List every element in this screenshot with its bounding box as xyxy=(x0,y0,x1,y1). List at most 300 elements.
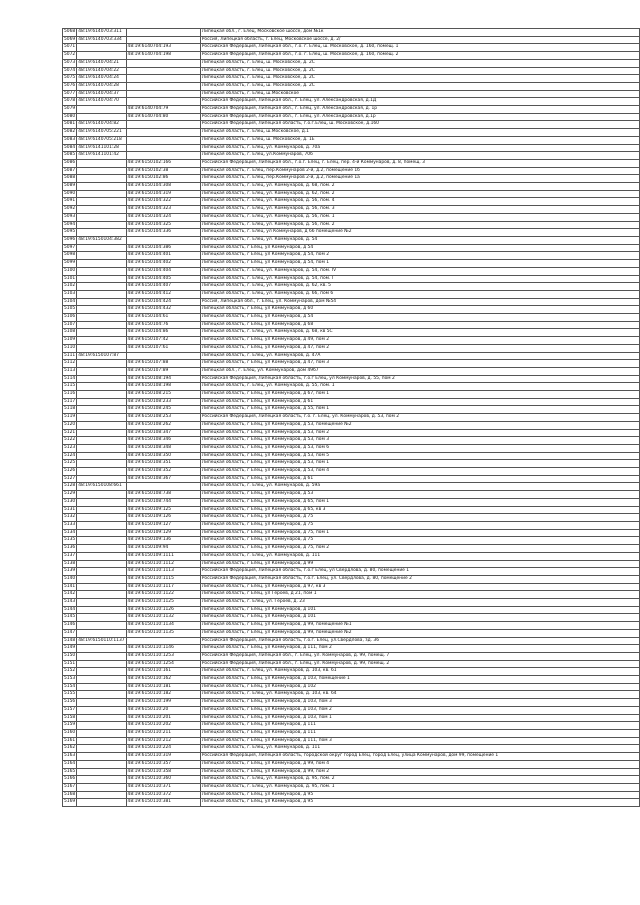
address-cell: Липецкая область, г Елец, ул Коммунаров, д 54 xyxy=(200,314,639,322)
row-number-cell: 5166 xyxy=(63,776,77,784)
address-cell: Липецкая область, г Елец, ул Коммунаров, д 65, пом 1 xyxy=(200,498,639,506)
address-cell: Липецкая область, г. Елец, ул. Коммунаров, д. 59а xyxy=(200,483,639,491)
address-cell: Липецкая область, г. Елец, пер.Коммунаров 2-й, д.2, помещение 1а xyxy=(200,175,639,183)
premises-cadastral-number-cell: 48:19:6150108:367 xyxy=(126,475,200,483)
land-cadastral-number-cell xyxy=(77,791,126,799)
premises-cadastral-number-cell: 48:19:6150104:336 xyxy=(126,229,200,237)
land-cadastral-number-cell xyxy=(77,475,126,483)
address-cell: Российская Федерация, Липецкая область, г.о.г. Елец, ул. Свердлова, д. 80, помещение 2 xyxy=(200,575,639,583)
table-row xyxy=(63,406,640,414)
land-cadastral-number-cell xyxy=(77,321,126,329)
table-row xyxy=(63,275,640,283)
address-cell: Липецкая область, г Елец, ул Коммунаров, д 53, пом 4 xyxy=(200,468,639,476)
address-cell: Липецкая область, г Елец, ул Коммунаров, д 101 xyxy=(200,606,639,614)
table-row xyxy=(63,167,640,175)
address-cell: Липецкая область, г Елец, ул Коммунаров, д 75 xyxy=(200,514,639,522)
row-number-cell: 5089 xyxy=(63,183,77,191)
land-cadastral-number-cell xyxy=(77,283,126,291)
land-cadastral-number-cell: 48:19:6141101:42 xyxy=(77,152,126,160)
address-cell: Липецкая область, г Елец, ул Коммунаров, д 49, пом 2 xyxy=(200,337,639,345)
premises-cadastral-number-cell: 48:19:6150110:20 xyxy=(126,706,200,714)
premises-cadastral-number-cell: 48:19:6150110:1132 xyxy=(126,614,200,622)
table-row xyxy=(63,298,640,306)
table-row xyxy=(63,791,640,799)
table-row xyxy=(63,629,640,637)
land-cadastral-number-cell xyxy=(77,691,126,699)
table-row xyxy=(63,706,640,714)
row-number-cell: 5157 xyxy=(63,706,77,714)
premises-cadastral-number-cell: 48:19:6150108:346 xyxy=(126,437,200,445)
premises-cadastral-number-cell xyxy=(126,136,200,144)
address-cell: Липецкая область, г. Елец, ш. Московское, д. 2С xyxy=(200,82,639,90)
table-row xyxy=(63,391,640,399)
land-cadastral-number-cell xyxy=(77,506,126,514)
premises-cadastral-number-cell: 48:19:6140704:193 xyxy=(126,44,200,52)
land-cadastral-number-cell xyxy=(77,645,126,653)
row-number-cell: 5076 xyxy=(63,82,77,90)
land-cadastral-number-cell: 48:19:6140704:21 xyxy=(77,59,126,67)
premises-cadastral-number-cell: 48:19:6150110:162 xyxy=(126,676,200,684)
table-row xyxy=(63,136,640,144)
table-row xyxy=(63,90,640,98)
premises-cadastral-number-cell xyxy=(126,129,200,137)
land-cadastral-number-cell xyxy=(77,629,126,637)
address-cell: Липецкая область, г Елец, ул Коммунаров, д 67, пом 1 xyxy=(200,391,639,399)
table-row xyxy=(63,514,640,522)
row-number-cell: 5078 xyxy=(63,98,77,106)
premises-cadastral-number-cell: 48:19:6150107:61 xyxy=(126,344,200,352)
table-row xyxy=(63,799,640,807)
address-cell: Липецкая область, г. Елец, ул. Коммунаров, д. 62, пом. 2 xyxy=(200,190,639,198)
table-row xyxy=(63,82,640,90)
row-number-cell: 5124 xyxy=(63,452,77,460)
land-cadastral-number-cell xyxy=(77,44,126,52)
premises-cadastral-number-cell: 48:19:6150108:215 xyxy=(126,391,200,399)
table-row xyxy=(63,491,640,499)
premises-cadastral-number-cell: 48:19:6150104:412 xyxy=(126,290,200,298)
land-cadastral-number-cell xyxy=(77,106,126,114)
address-cell: Липецкая область, г Елец, ул Коммунаров, д 75, пом 1 xyxy=(200,529,639,537)
address-cell: Российская Федерация, Липецкая обл., г.о. г. Елец, ш. Московское, д. 160, помещ. 1 xyxy=(200,44,639,52)
row-number-cell: 5165 xyxy=(63,768,77,776)
table-row xyxy=(63,483,640,491)
table-row xyxy=(63,221,640,229)
table-row xyxy=(63,575,640,583)
premises-cadastral-number-cell xyxy=(126,98,200,106)
row-number-cell: 5121 xyxy=(63,429,77,437)
row-number-cell: 5095 xyxy=(63,229,77,237)
row-number-cell: 5100 xyxy=(63,267,77,275)
row-number-cell: 5111 xyxy=(63,352,77,360)
table-row xyxy=(63,244,640,252)
premises-cadastral-number-cell: 48:19:6150104:402 xyxy=(126,260,200,268)
premises-cadastral-number-cell xyxy=(126,637,200,645)
land-cadastral-number-cell xyxy=(77,583,126,591)
premises-cadastral-number-cell: 48:19:6150110:182 xyxy=(126,691,200,699)
land-cadastral-number-cell: 48:19:6140703:334 xyxy=(77,36,126,44)
land-cadastral-number-cell xyxy=(77,414,126,422)
table-row xyxy=(63,236,640,244)
table-row xyxy=(63,452,640,460)
table-row xyxy=(63,67,640,75)
table-row xyxy=(63,506,640,514)
table-row xyxy=(63,36,640,44)
land-cadastral-number-cell: 48:19:6150104:382 xyxy=(77,236,126,244)
row-number-cell: 5128 xyxy=(63,483,77,491)
address-cell: Липецкая область, г Елец, ул Коммунаров, д 53, пом 1 xyxy=(200,460,639,468)
premises-cadastral-number-cell: 48:19:6150104:325 xyxy=(126,221,200,229)
address-cell: Липецкая область, г. Елец, ул. Коммунаров, д. 103, кв. 61 xyxy=(200,668,639,676)
address-cell: Российская Федерация, Липецкая область, г.о.г.Елец, ш. Московское, д.160 xyxy=(200,121,639,129)
address-cell: Липецкая область, г Елец, ул Коммунаров, д 65, кв 3 xyxy=(200,506,639,514)
premises-cadastral-number-cell: 48:19:6150110:1122 xyxy=(126,591,200,599)
land-cadastral-number-cell xyxy=(77,391,126,399)
address-cell: Липецкая область, г Елец, ул Коммунаров, д 99, помещение №2 xyxy=(200,629,639,637)
address-cell: Липецкая область, г Елец, ул Коммунаров, д 75 xyxy=(200,537,639,545)
premises-cadastral-number-cell: 48:19:6150110:224 xyxy=(126,745,200,753)
row-number-cell: 5096 xyxy=(63,236,77,244)
land-cadastral-number-cell xyxy=(77,229,126,237)
row-number-cell: 5159 xyxy=(63,722,77,730)
address-cell: Липецкая область, г Елец, ул Коммунаров, д 99, помещение №1 xyxy=(200,622,639,630)
address-cell: Российская Федерация, Липецкая обл., г. Елец, ул. Александровская, д.1Д xyxy=(200,98,639,106)
table-row xyxy=(63,375,640,383)
table-row xyxy=(63,660,640,668)
premises-cadastral-number-cell: 48:19:6150109:127 xyxy=(126,522,200,530)
land-cadastral-number-cell: 48:19:6140705:221 xyxy=(77,129,126,137)
property-register-table xyxy=(62,28,640,807)
address-cell: Липецкая область, г Елец, ул Коммунаров, д 53, помещение №2 xyxy=(200,421,639,429)
address-cell: Российская Федерация, Липецкая обл., г.о.г. Елец, г. Елец, пер. 4-й Коммунаров, д. 8, помещ. 3 xyxy=(200,159,639,167)
land-cadastral-number-cell xyxy=(77,213,126,221)
table-row xyxy=(63,599,640,607)
premises-cadastral-number-cell: 48:19:6150104:308 xyxy=(126,183,200,191)
land-cadastral-number-cell xyxy=(77,314,126,322)
land-cadastral-number-cell: 48:19:6140704:28 xyxy=(77,82,126,90)
row-number-cell: 5074 xyxy=(63,67,77,75)
premises-cadastral-number-cell: 48:19:6150108:744 xyxy=(126,498,200,506)
premises-cadastral-number-cell: 48:19:6150108:194 xyxy=(126,375,200,383)
table-row xyxy=(63,75,640,83)
row-number-cell: 5144 xyxy=(63,606,77,614)
row-number-cell: 5161 xyxy=(63,737,77,745)
premises-cadastral-number-cell xyxy=(126,144,200,152)
row-number-cell: 5143 xyxy=(63,599,77,607)
land-cadastral-number-cell xyxy=(77,560,126,568)
row-number-cell: 5072 xyxy=(63,52,77,60)
land-cadastral-number-cell xyxy=(77,660,126,668)
premises-cadastral-number-cell: 48:19:6150110:372 xyxy=(126,791,200,799)
premises-cadastral-number-cell: 48:19:6150107:89 xyxy=(126,367,200,375)
premises-cadastral-number-cell: 48:19:6150108:245 xyxy=(126,406,200,414)
address-cell: Липецкая область, г Елец, ул Коммунаров, д 53, пом 6 xyxy=(200,444,639,452)
row-number-cell: 5140 xyxy=(63,575,77,583)
premises-cadastral-number-cell: 48:19:6150104:401 xyxy=(126,252,200,260)
table-row xyxy=(63,198,640,206)
land-cadastral-number-cell xyxy=(77,722,126,730)
address-cell: Липецкая область, г. Елец, ш.Московское, д.1 xyxy=(200,129,639,137)
table-row xyxy=(63,652,640,660)
row-number-cell: 5073 xyxy=(63,59,77,67)
table-row xyxy=(63,545,640,553)
premises-cadastral-number-cell xyxy=(126,75,200,83)
row-number-cell: 5167 xyxy=(63,783,77,791)
address-cell: Российская Федерация, Липецкая область, г.о.г Елец, ул Коммунаров, д. 55, пом 2 xyxy=(200,375,639,383)
row-number-cell: 5069 xyxy=(63,36,77,44)
row-number-cell: 5136 xyxy=(63,545,77,553)
premises-cadastral-number-cell: 48:19:6150107:42 xyxy=(126,337,200,345)
premises-cadastral-number-cell: 48:19:6150104:386 xyxy=(126,244,200,252)
land-cadastral-number-cell xyxy=(77,113,126,121)
table-row xyxy=(63,314,640,322)
premises-cadastral-number-cell: 48:19:6150110:1253 xyxy=(126,652,200,660)
address-cell: Россия, Липецкая обл., г. Елец, ул. Коммунаров, дом №54 xyxy=(200,298,639,306)
land-cadastral-number-cell: 48:19:6140703:311 xyxy=(77,29,126,37)
land-cadastral-number-cell xyxy=(77,444,126,452)
address-cell: Липецкая область, г Елец, ул Коммунаров, д 103, пом 1 xyxy=(200,714,639,722)
table-row xyxy=(63,29,640,37)
address-cell: Российская Федерация, Липецкая область, городской округ город Елец, город Елец, улица Коммунаров, дом 99, помещение 1 xyxy=(200,753,639,761)
row-number-cell: 5129 xyxy=(63,491,77,499)
row-number-cell: 5117 xyxy=(63,398,77,406)
premises-cadastral-number-cell: 48:19:6150108:262 xyxy=(126,421,200,429)
premises-cadastral-number-cell: 48:19:6150110:357 xyxy=(126,760,200,768)
address-cell: Липецкая область, г Елец, ул Коммунаров, д 111, пом 2 xyxy=(200,645,639,653)
table-row xyxy=(63,229,640,237)
address-cell: Липецкая область, г. Елец, ул Коммунаров, д 66 помещение №2 xyxy=(200,229,639,237)
land-cadastral-number-cell xyxy=(77,622,126,630)
premises-cadastral-number-cell: 48:19:6150104:76 xyxy=(126,321,200,329)
row-number-cell: 5132 xyxy=(63,514,77,522)
land-cadastral-number-cell: 48:19:6150108:661 xyxy=(77,483,126,491)
address-cell: Российская Федерация, Липецкая обл., г. Елец, ул. Коммунаров, д. 99, помещ. 2 xyxy=(200,660,639,668)
row-number-cell: 5150 xyxy=(63,652,77,660)
premises-cadastral-number-cell xyxy=(126,29,200,37)
table-row xyxy=(63,760,640,768)
address-cell: Российская Федерация, Липецкая обл., г. Елец, ул. Коммунаров, д. 99, помещ. 7 xyxy=(200,652,639,660)
table-row xyxy=(63,414,640,422)
premises-cadastral-number-cell xyxy=(126,82,200,90)
address-cell: Липецкая обл., г. Елец, Московское шоссе, дом №1к xyxy=(200,29,639,37)
row-number-cell: 5079 xyxy=(63,106,77,114)
table-row xyxy=(63,614,640,622)
land-cadastral-number-cell xyxy=(77,406,126,414)
table-row xyxy=(63,152,640,160)
row-number-cell: 5148 xyxy=(63,637,77,645)
premises-cadastral-number-cell: 48:19:6140704:79 xyxy=(126,106,200,114)
address-cell: Липецкая область, г Елец, ул Коммунаров, д 99 xyxy=(200,560,639,568)
land-cadastral-number-cell xyxy=(77,468,126,476)
table-row xyxy=(63,560,640,568)
address-cell: Липецкая область, г. Елец, ул. Коммунаров, д. 55, пом. 1 xyxy=(200,383,639,391)
land-cadastral-number-cell xyxy=(77,768,126,776)
premises-cadastral-number-cell: 48:19:6150104:407 xyxy=(126,283,200,291)
table-row xyxy=(63,606,640,614)
address-cell: Липецкая область, г Елец, ул Коммунаров, д 54, пом 2 xyxy=(200,252,639,260)
row-number-cell: 5109 xyxy=(63,337,77,345)
row-number-cell: 5113 xyxy=(63,367,77,375)
table-row xyxy=(63,129,640,137)
address-cell: Липецкая область, г. Елец, ул. Коммунаров, д. 54 xyxy=(200,236,639,244)
land-cadastral-number-cell xyxy=(77,159,126,167)
table-row xyxy=(63,475,640,483)
table-row xyxy=(63,768,640,776)
row-number-cell: 5169 xyxy=(63,799,77,807)
land-cadastral-number-cell: 48:19:6140704:24 xyxy=(77,75,126,83)
row-number-cell: 5071 xyxy=(63,44,77,52)
premises-cadastral-number-cell: 48:19:6150110:161 xyxy=(126,668,200,676)
row-number-cell: 5116 xyxy=(63,391,77,399)
land-cadastral-number-cell xyxy=(77,706,126,714)
row-number-cell: 5077 xyxy=(63,90,77,98)
premises-cadastral-number-cell: 48:19:6150110:319 xyxy=(126,753,200,761)
premises-cadastral-number-cell: 48:19:6150104:61 xyxy=(126,314,200,322)
land-cadastral-number-cell: 48:19:6150110:1137 xyxy=(77,637,126,645)
row-number-cell: 5080 xyxy=(63,113,77,121)
premises-cadastral-number-cell xyxy=(126,36,200,44)
row-number-cell: 5147 xyxy=(63,629,77,637)
row-number-cell: 5151 xyxy=(63,660,77,668)
row-number-cell: 5135 xyxy=(63,537,77,545)
premises-cadastral-number-cell: 48:19:6150109:129 xyxy=(126,529,200,537)
land-cadastral-number-cell xyxy=(77,783,126,791)
premises-cadastral-number-cell: 48:19:6150110:1125 xyxy=(126,599,200,607)
premises-cadastral-number-cell: 48:19:6150110:212 xyxy=(126,737,200,745)
premises-cadastral-number-cell: 48:19:6150108:198 xyxy=(126,383,200,391)
land-cadastral-number-cell xyxy=(77,398,126,406)
row-number-cell: 5146 xyxy=(63,622,77,630)
row-number-cell: 5118 xyxy=(63,406,77,414)
land-cadastral-number-cell xyxy=(77,252,126,260)
premises-cadastral-number-cell: 48:19:6150108:351 xyxy=(126,460,200,468)
table-row xyxy=(63,144,640,152)
address-cell: Российская Федерация, Липецкая обл., г. Елец, ул. Александровская, д.1р xyxy=(200,113,639,121)
address-cell: Липецкая область, г Елец, ул Коммунаров, д 103, помещение 1 xyxy=(200,676,639,684)
premises-cadastral-number-cell xyxy=(126,152,200,160)
address-cell: Липецкая область, г. Елец, ул. Коммунаров, д. 56, пом. 1 xyxy=(200,213,639,221)
address-cell: Липецкая область, г Елец, ул Коммунаров, д 99, пом 4 xyxy=(200,760,639,768)
premises-cadastral-number-cell: 48:19:6150109:125 xyxy=(126,506,200,514)
address-cell: Липецкая область, г. Елец, ул. Коммунаров, д. 95, пом. 2 xyxy=(200,776,639,784)
land-cadastral-number-cell xyxy=(77,491,126,499)
land-cadastral-number-cell xyxy=(77,175,126,183)
address-cell: Липецкая область, г Елец, ул Коммунаров, д 47, пом 2 xyxy=(200,344,639,352)
address-cell: Липецкая область, г. Елец, ш.Московское xyxy=(200,90,639,98)
table-row xyxy=(63,106,640,114)
address-cell: Липецкая область, г Елец, ул Коммунаров, д 111, пом 3 xyxy=(200,737,639,745)
land-cadastral-number-cell xyxy=(77,699,126,707)
premises-cadastral-number-cell: 48:19:6150110:360 xyxy=(126,776,200,784)
row-number-cell: 5108 xyxy=(63,329,77,337)
address-cell: Липецкая область, г Елец, ул Коммунаров, д 95 xyxy=(200,799,639,807)
address-cell: Липецкая область, г Елец, ул Коммунаров, д 95 xyxy=(200,791,639,799)
row-number-cell: 5115 xyxy=(63,383,77,391)
row-number-cell: 5104 xyxy=(63,298,77,306)
table-row xyxy=(63,429,640,437)
row-number-cell: 5081 xyxy=(63,121,77,129)
land-cadastral-number-cell xyxy=(77,198,126,206)
table-row xyxy=(63,44,640,52)
row-number-cell: 5112 xyxy=(63,360,77,368)
land-cadastral-number-cell xyxy=(77,183,126,191)
land-cadastral-number-cell xyxy=(77,244,126,252)
table-row xyxy=(63,722,640,730)
premises-cadastral-number-cell: 48:19:6150104:319 xyxy=(126,190,200,198)
address-cell: Липецкая область, г Елец, ул Коммунаров, д 47, пом 3 xyxy=(200,360,639,368)
premises-cadastral-number-cell: 48:19:6150104:324 xyxy=(126,213,200,221)
premises-cadastral-number-cell: 48:19:6150110:1126 xyxy=(126,606,200,614)
land-cadastral-number-cell xyxy=(77,452,126,460)
premises-cadastral-number-cell: 48:19:6150110:371 xyxy=(126,783,200,791)
address-cell: Липецкая область, г Елец, ул Коммунаров, д 54 xyxy=(200,244,639,252)
land-cadastral-number-cell xyxy=(77,537,126,545)
address-cell: Липецкая область, г Елец, ул Коммунаров, д 61 xyxy=(200,398,639,406)
land-cadastral-number-cell xyxy=(77,522,126,530)
address-cell: Липецкая область, г Елец, ул Коммунаров, д 111 xyxy=(200,722,639,730)
row-number-cell: 5133 xyxy=(63,522,77,530)
premises-cadastral-number-cell: 48:19:6150109:136 xyxy=(126,537,200,545)
table-row xyxy=(63,591,640,599)
land-cadastral-number-cell xyxy=(77,260,126,268)
land-cadastral-number-cell xyxy=(77,606,126,614)
premises-cadastral-number-cell: 48:19:6150108:253 xyxy=(126,414,200,422)
row-number-cell: 5141 xyxy=(63,583,77,591)
premises-cadastral-number-cell: 48:19:6150110:1117 xyxy=(126,583,200,591)
row-number-cell: 5154 xyxy=(63,683,77,691)
row-number-cell: 5120 xyxy=(63,421,77,429)
address-cell: Липецкая область, г. Елец, ш. Московское, д. 2С xyxy=(200,75,639,83)
address-cell: Липецкая область, г Елец, ул Коммунаров, д 54, пом 1 xyxy=(200,260,639,268)
table-row xyxy=(63,321,640,329)
land-cadastral-number-cell xyxy=(77,429,126,437)
address-cell: Липецкая область, г. Елец, ул.Коммунаров, 70б xyxy=(200,152,639,160)
row-number-cell: 5092 xyxy=(63,206,77,214)
row-number-cell: 5123 xyxy=(63,444,77,452)
row-number-cell: 5085 xyxy=(63,152,77,160)
premises-cadastral-number-cell: 48:19:6150110:1112 xyxy=(126,560,200,568)
table-row xyxy=(63,522,640,530)
address-cell: Липецкая область, г Елец, ул Коммунаров, д 53, пом 5 xyxy=(200,452,639,460)
land-cadastral-number-cell xyxy=(77,383,126,391)
table-row xyxy=(63,367,640,375)
table-row xyxy=(63,645,640,653)
table-row xyxy=(63,59,640,67)
row-number-cell: 5149 xyxy=(63,645,77,653)
land-cadastral-number-cell xyxy=(77,375,126,383)
table-row xyxy=(63,783,640,791)
table-row xyxy=(63,699,640,707)
address-cell: Липецкая область, г. Елец, ул. Коммунаров, д. 70а xyxy=(200,144,639,152)
table-row xyxy=(63,360,640,368)
row-number-cell: 5082 xyxy=(63,129,77,137)
row-number-cell: 5075 xyxy=(63,75,77,83)
premises-cadastral-number-cell: 48:19:6150110:201 xyxy=(126,714,200,722)
premises-cadastral-number-cell: 48:19:6150108:738 xyxy=(126,491,200,499)
row-number-cell: 5093 xyxy=(63,213,77,221)
table-row xyxy=(63,260,640,268)
land-cadastral-number-cell xyxy=(77,668,126,676)
land-cadastral-number-cell xyxy=(77,298,126,306)
land-cadastral-number-cell xyxy=(77,529,126,537)
table-row xyxy=(63,529,640,537)
premises-cadastral-number-cell: 48:19:6150109:94 xyxy=(126,545,200,553)
premises-cadastral-number-cell xyxy=(126,483,200,491)
address-cell: Липецкая область, г. Елец, ул. Героев, д. 23 xyxy=(200,599,639,607)
table-row xyxy=(63,98,640,106)
address-cell: Липецкая область, г. Елец, ул. Коммунаров, д. 68, кв 5С xyxy=(200,329,639,337)
row-number-cell: 5110 xyxy=(63,344,77,352)
land-cadastral-number-cell xyxy=(77,267,126,275)
